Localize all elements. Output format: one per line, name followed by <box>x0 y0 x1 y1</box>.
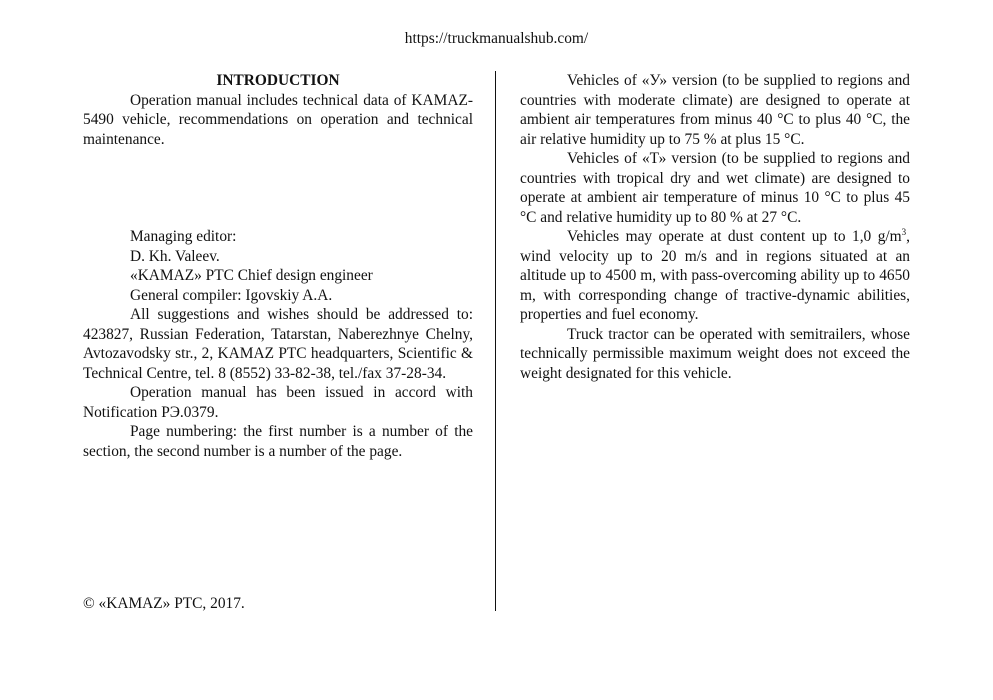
dust-paragraph <box>520 227 910 325</box>
credit-editor-name: D. Kh. Valeev. <box>130 247 220 265</box>
version-t-paragraph: Vehicles of «Т» version (to be supplied to regions and countries with tropical dry and wet climate) are designed to operate at ambient air temperature of minus 10 °C to plus 45 °C and relative humidity up to 80 % at 27 °C. <box>520 150 910 226</box>
right-column <box>520 71 910 383</box>
left-column <box>83 71 473 461</box>
section-title: INTRODUCTION <box>216 72 340 89</box>
credit-editor-role: «KAMAZ» PTC Chief design engineer <box>130 267 373 284</box>
notification-paragraph: Operation manual has been issued in accord with Notification РЭ.0379. <box>83 384 473 421</box>
tractor-paragraph: Truck tractor can be operated with semitrailers, whose technically permissible maximum weight does not exceed the weight designated for this vehicle. <box>520 325 910 382</box>
page-url: https://truckmanualshub.com/ <box>404 30 589 47</box>
intro-paragraph: Operation manual includes technical data of KAMAZ-5490 vehicle, recommendations on operation and technical maintenance. <box>83 91 473 148</box>
spacer <box>83 149 473 227</box>
credit-compiler: General compiler: Igovskiy A.A. <box>130 286 333 304</box>
column-divider <box>495 71 496 611</box>
address-paragraph: All suggestions and wishes should be addressed to: 423827, Russian Federation, Tatarstan, Naberezhnye Chelny, Avtozavodsky str., 2, KAMAZ PTC headquarters, Scientific & Technical Centre, tel. 8 (8552) 33-82-38, tel./fax 37-28-34. <box>83 306 473 382</box>
dust-text-rest: , wind velocity up to 20 m/s and in regions situated at an altitude up to 4500 m, with pass-overcoming ability up to 4650 m, with corresponding change of tractive-dynamic abilities, properties and fuel economy. <box>520 228 910 323</box>
numbering-paragraph: Page numbering: the first number is a number of the section, the second number is a number of the page. <box>83 423 473 460</box>
credit-managing-editor: Managing editor: <box>130 228 237 245</box>
version-u-paragraph: Vehicles of «У» version (to be supplied to regions and countries with moderate climate) are designed to operate at ambient air temperatures from minus 40 °C to plus 40 °C, the air relative humidity up to 75 % at plus 15 °C. <box>520 72 910 148</box>
copyright-notice: © «KAMAZ» PTC, 2017. <box>83 595 245 612</box>
dust-superscript: 3 <box>901 226 907 237</box>
dust-text: Vehicles may operate at dust content up to 1,0 g/m <box>567 228 902 245</box>
